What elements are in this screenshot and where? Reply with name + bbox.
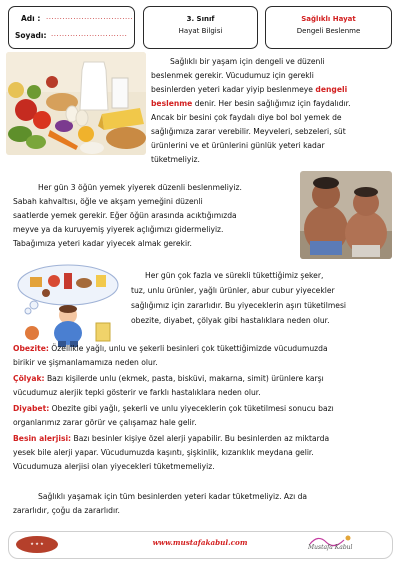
junk-food-illustration: [10, 263, 122, 347]
term-diyabet: Diyabet:: [13, 404, 50, 413]
author-name: Mustafa Kabul: [308, 544, 353, 551]
term-obezite: Obezite:: [13, 344, 49, 353]
term-besin-alerjisi: Besin alerjisi:: [13, 434, 72, 443]
student-info-box: [8, 6, 135, 49]
obezite-definition-line-2: birikir ve şişmanlamamıza neden olur.: [13, 358, 158, 367]
paragraph-2-line-1: Her gün 3 öğün yemek yiyerek düzenli beslenmeliyiz.: [38, 183, 242, 192]
paragraph-3-line-3: sağlığımız için zararlıdır. Bu yiyeceklerin aşırı tüketilmesi: [131, 301, 347, 310]
topic-title: Dengeli Beslenme: [296, 27, 361, 35]
paragraph-2-line-2: Sabah kahvaltısı, öğle ve akşam yemeğini düzenli: [13, 197, 203, 206]
diyabet-definition-line-2: organlarımız zarar görür ve çalışamaz hale gelir.: [13, 418, 197, 427]
paragraph-2-line-4: meyve ya da kuruyemiş yiyerek açlığımızı gidermeliyiz.: [13, 225, 224, 234]
paragraph-1-line-2: beslenmek gerekir. Vücudumuz için gerekli: [151, 71, 314, 80]
school-logo: ★ ★ ★: [16, 536, 58, 553]
unit-title: Sağlıklı Hayat: [301, 15, 356, 23]
diyabet-text: Obezite gibi yağlı, şekerli ve unlu yiyeceklerin çok tüketilmesi sonucu bazı: [49, 404, 334, 413]
paragraph-1-line-8: tüketmeliyiz.: [151, 155, 200, 164]
surname-field[interactable]: ............................: [51, 30, 128, 38]
alerji-definition-line-3: Vücudumuza alerjisi olan yiyecekleri tüketmemeliyiz.: [13, 462, 215, 471]
paragraph-1-line-3-text: besinlerden yeteri kadar yiyip beslenmeye: [151, 85, 316, 94]
colyak-definition-line-1: [13, 372, 324, 386]
colyak-definition-line-2: vücudumuz alerjik tepki gösterir ve farklı hastalıklara neden olur.: [13, 388, 261, 397]
paragraph-2-line-5: Tabağımıza yeteri kadar yiyecek almak gerekir.: [13, 239, 192, 248]
surname-label: Soyadı:: [15, 31, 47, 40]
colyak-text: Bazı kişilerde unlu (ekmek, pasta, bisküvi, makarna, simit) ürünlere karşı: [44, 374, 324, 383]
subject-label: Hayat Bilgisi: [178, 27, 223, 35]
term-beslenme: beslenme: [151, 99, 193, 108]
alerji-definition-line-2: yesek bile alerji yapar. Vücudumuzda kaşıntı, şişkinlik, kızarıklık meydana gelir.: [13, 448, 314, 457]
obese-children-photo: [300, 171, 392, 259]
paragraph-1-line-7: ürünlerini ve et ürünlerini günlük yeteri kadar: [151, 141, 325, 150]
grade-label: 3. Sınıf: [186, 15, 215, 23]
website-link[interactable]: www.mustafakabul.com: [152, 538, 248, 547]
name-field[interactable]: ................................: [46, 13, 134, 21]
paragraph-3-line-1: Her gün çok fazla ve sürekli tükettiğimiz şeker,: [145, 271, 324, 280]
name-label: Adı :: [21, 14, 41, 23]
alerji-text: Bazı besinler kişiye özel alerji yapabilir. Bu besinlerden az miktarda: [71, 434, 330, 443]
course-info-box: [143, 6, 258, 49]
paragraph-1-line-1: Sağlıklı bir yaşam için dengeli ve düzenli: [170, 57, 325, 66]
paragraph-3-line-2: tuz, unlu ürünler, yağlı ürünler, abur cubur yiyecekler: [131, 286, 335, 295]
obezite-text: Özellikle yağlı, unlu ve şekerli besinleri çok tükettiğimizde vücudumuzda: [48, 344, 328, 353]
obezite-definition-line-1: [13, 342, 328, 356]
paragraph-3-line-4: obezite, diyabet, çölyak gibi hastalıklara neden olur.: [131, 316, 330, 325]
term-dengeli: dengeli: [315, 85, 348, 94]
paragraph-2-line-3: saatlerde yemek gerekir. Eğer öğün arasında acıktığımızda: [13, 211, 237, 220]
paragraph-1-line-5: Ancak bir besini çok faydalı diye bol bol yemek de: [151, 113, 342, 122]
term-colyak: Çölyak:: [13, 374, 45, 383]
paragraph-1-line-4: [151, 97, 351, 111]
paragraph-1-line-4-text: denir. Her besin sağlığımız için faydalıdır.: [192, 99, 351, 108]
topic-info-box: [265, 6, 392, 49]
healthy-food-image: [6, 52, 146, 155]
paragraph-1-line-3: [151, 83, 347, 97]
closing-line-2: zararlıdır, çoğu da zararlıdır.: [13, 506, 120, 515]
alerji-definition-line-1: [13, 432, 329, 446]
paragraph-1-line-6: sağlığımıza zarar verebilir. Meyveleri, sebzeleri, süt: [151, 127, 346, 136]
diyabet-definition-line-1: [13, 402, 334, 416]
closing-line-1: Sağlıklı yaşamak için tüm besinlerden yeteri kadar tüketmeliyiz. Azı da: [38, 492, 308, 501]
